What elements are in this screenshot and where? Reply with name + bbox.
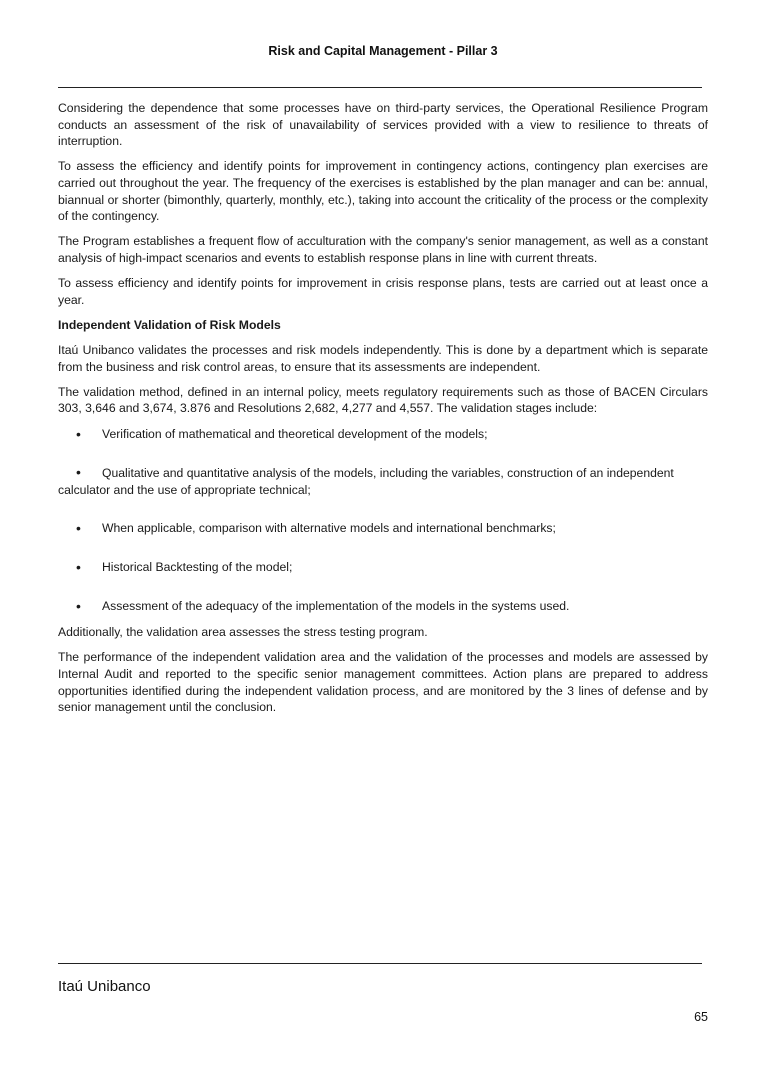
- paragraph: The Program establishes a frequent flow of acculturation with the company's senior management, as well as a constant analysis of high-impact scenarios and events to establish response plans in line with current threats.: [58, 234, 708, 265]
- bullet-icon: •: [76, 520, 81, 537]
- header-divider: [58, 87, 702, 88]
- footer-divider: [58, 963, 702, 964]
- list-item: [58, 426, 708, 443]
- document-body: [58, 100, 708, 724]
- validation-stages-list: [58, 426, 708, 615]
- paragraph: Additionally, the validation area assesses the stress testing program.: [58, 625, 428, 640]
- paragraph: To assess efficiency and identify points for improvement in crisis response plans, tests are carried out at least once a year.: [58, 276, 708, 307]
- list-item-text: When applicable, comparison with alternative models and international benchmarks;: [102, 521, 556, 536]
- list-item-text: Verification of mathematical and theoretical development of the models;: [102, 426, 488, 441]
- list-item-text: Qualitative and quantitative analysis of the models, including the variables, construction of an independent: [102, 466, 674, 481]
- list-item: [58, 559, 708, 576]
- list-item-text: Assessment of the adequacy of the implementation of the models in the systems used.: [102, 598, 570, 613]
- bullet-icon: •: [76, 559, 81, 576]
- footer-brand: Itaú Unibanco: [58, 978, 151, 995]
- bullet-icon: •: [76, 464, 81, 481]
- list-item-text-continued: calculator and the use of appropriate technical;: [58, 482, 311, 497]
- list-item: [58, 598, 708, 615]
- paragraph: Considering the dependence that some processes have on third-party services, the Operational Resilience Program conducts an assessment of the risk of unavailability of services provided with a view to resilience to threats of interruption.: [58, 101, 708, 149]
- paragraph: The performance of the independent validation area and the validation of the processes and models are assessed by Internal Audit and reported to the specific senior management committees. Action plans are prepared to address opportunities identified during the independent validation process, and are monitored by the 3 lines of defense and by senior management until the conclusion.: [58, 650, 708, 715]
- paragraph: Itaú Unibanco validates the processes and risk models independently. This is done by a department which is separate from the business and risk control areas, to ensure that its assessments are independent.: [58, 343, 708, 374]
- bullet-icon: •: [76, 425, 81, 442]
- paragraph: The validation method, defined in an internal policy, meets regulatory requirements such as those of BACEN Circulars 303, 3,646 and 3,674, 3.876 and Resolutions 2,682, 4,277 and 4,557. The validation stages include:: [58, 384, 708, 416]
- bullet-icon: •: [76, 597, 81, 614]
- list-item-text: Historical Backtesting of the model;: [102, 560, 293, 575]
- paragraph: To assess the efficiency and identify points for improvement in contingency actions, contingency plan exercises are carried out throughout the year. The frequency of the exercises is established by the plan manager and can be: annual, biannual or shorter (bimonthly, quarterly, monthly, etc.), taking into account the criticality of the process or the complexity of the contingency.: [58, 159, 708, 224]
- section-heading: Independent Validation of Risk Models: [58, 317, 281, 332]
- page-number: 65: [694, 1010, 708, 1024]
- page-header-title: Risk and Capital Management - Pillar 3: [268, 44, 498, 58]
- list-item: [58, 464, 708, 498]
- list-item: [58, 520, 708, 537]
